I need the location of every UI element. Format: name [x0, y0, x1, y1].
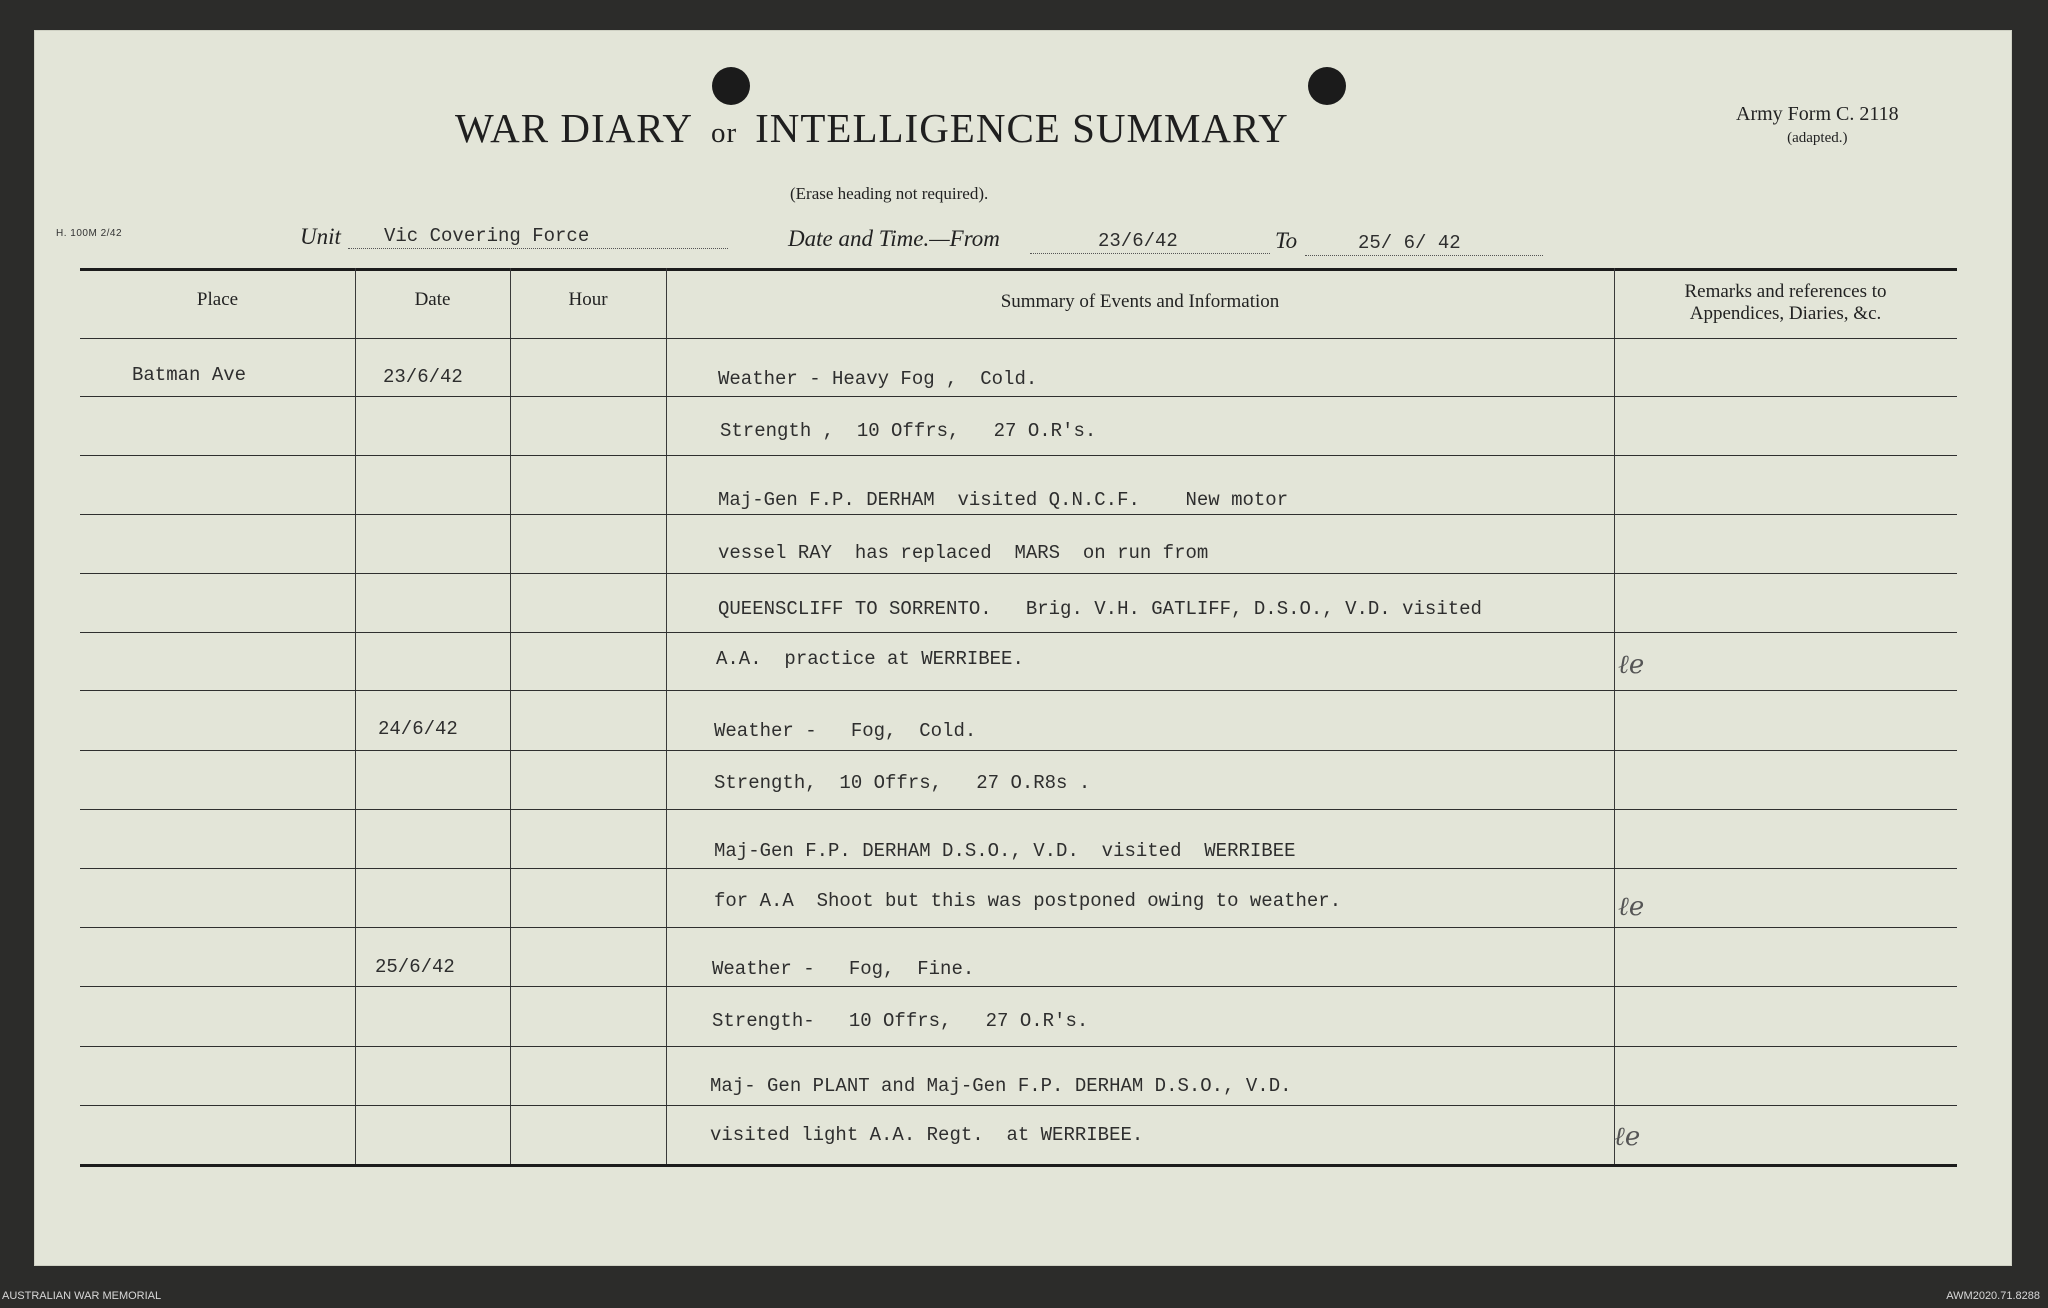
punch-hole	[1308, 67, 1346, 105]
summary-line: Strength, 10 Offrs, 27 O.R8s .	[714, 772, 1091, 794]
remarks-header-line2: Appendices, Diaries, &c.	[1689, 303, 1882, 324]
from-dotline	[1030, 253, 1270, 254]
army-form-number: Army Form C. 2118	[1736, 103, 1899, 125]
summary-line: for A.A Shoot but this was postponed owing to weather.	[714, 890, 1342, 912]
summary-line: Maj-Gen F.P. DERHAM visited Q.N.C.F. New motor	[718, 489, 1289, 511]
column-divider	[1614, 268, 1615, 1164]
ruled-line	[80, 632, 1957, 633]
table-bottom-border	[80, 1164, 1957, 1167]
summary-line: A.A. practice at WERRIBEE.	[716, 648, 1024, 670]
table-top-border	[80, 268, 1957, 271]
summary-line: vessel RAY has replaced MARS on run from	[718, 542, 1209, 564]
initials-mark: ℓ𝑒	[1618, 892, 1645, 922]
column-divider	[510, 268, 511, 1164]
summary-line: Strength- 10 Offrs, 27 O.R's.	[712, 1010, 1089, 1032]
unit-value: Vic Covering Force	[384, 225, 590, 247]
army-form-adapted: (adapted.)	[1787, 130, 1848, 146]
ruled-line	[80, 338, 1957, 339]
ruled-line	[80, 927, 1957, 928]
summary-line: visited light A.A. Regt. at WERRIBEE.	[710, 1124, 1144, 1146]
print-code: H. 100M 2/42	[56, 228, 123, 239]
form-subtitle: (Erase heading not required).	[790, 184, 989, 203]
column-header-date: Date	[414, 289, 451, 310]
title-intelligence-summary: INTELLIGENCE SUMMARY	[755, 105, 1289, 151]
ruled-line	[80, 1046, 1957, 1047]
date-entry: 25/6/42	[375, 956, 455, 978]
ruled-line	[80, 868, 1957, 869]
ruled-line	[80, 573, 1957, 574]
initials-mark: ℓ𝑒	[1614, 1122, 1641, 1152]
title-war-diary: WAR DIARY	[455, 105, 693, 151]
column-divider	[355, 268, 356, 1164]
to-label: To	[1275, 228, 1298, 253]
column-header-remarks	[1614, 281, 1957, 325]
summary-line: QUEENSCLIFF TO SORRENTO. Brig. V.H. GATLIFF, D.S.O., V.D. visited	[718, 598, 1482, 620]
footer-archive-name: AUSTRALIAN WAR MEMORIAL	[2, 1290, 162, 1302]
ruled-line	[80, 396, 1957, 397]
ruled-line	[80, 514, 1957, 515]
summary-line: Weather - Fog, Fine.	[712, 958, 975, 980]
column-header-summary: Summary of Events and Information	[1000, 291, 1280, 312]
summary-line: Maj-Gen F.P. DERHAM D.S.O., V.D. visited WERRIBEE	[714, 840, 1296, 862]
summary-line: Weather - Fog, Cold.	[714, 720, 977, 742]
punch-hole	[712, 67, 750, 105]
place-entry: Batman Ave	[132, 364, 247, 386]
ruled-line	[80, 455, 1957, 456]
army-form-reference	[1736, 102, 1899, 150]
ruled-line	[80, 1105, 1957, 1106]
initials-mark: ℓ𝑒	[1618, 650, 1645, 680]
ruled-line	[80, 986, 1957, 987]
form-title	[455, 104, 1375, 152]
date-entry: 23/6/42	[383, 366, 463, 388]
unit-label: Unit	[300, 224, 341, 249]
from-date-value: 23/6/42	[1098, 230, 1178, 252]
to-dotline	[1305, 255, 1543, 256]
ruled-line	[80, 750, 1957, 751]
date-entry: 24/6/42	[378, 718, 458, 740]
title-or: or	[710, 117, 738, 149]
to-date-value: 25/ 6/ 42	[1358, 232, 1461, 254]
summary-line: Weather - Heavy Fog , Cold.	[718, 368, 1038, 390]
column-header-hour: Hour	[568, 289, 608, 310]
remarks-header-line1: Remarks and references to	[1684, 281, 1887, 302]
footer-accession-number: AWM2020.71.8288	[1946, 1290, 2040, 1302]
date-label: Date and Time.—From	[788, 226, 1000, 251]
ruled-line	[80, 809, 1957, 810]
summary-line: Maj- Gen PLANT and Maj-Gen F.P. DERHAM D.S.O., V.D.	[710, 1075, 1292, 1097]
summary-line: Strength , 10 Offrs, 27 O.R's.	[720, 420, 1097, 442]
column-header-place: Place	[196, 289, 239, 310]
ruled-line	[80, 690, 1957, 691]
unit-dotline	[348, 248, 728, 249]
column-divider	[666, 268, 667, 1164]
